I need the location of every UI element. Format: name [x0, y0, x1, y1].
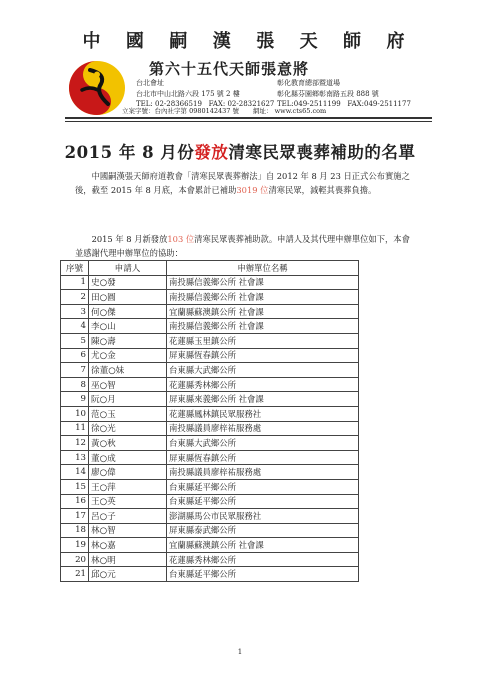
table-row — [61, 319, 359, 334]
agency-name: 宜蘭縣蘇澳鎮公所 社會課 — [167, 304, 359, 319]
org-title-char: 府 — [386, 31, 406, 52]
table-row — [61, 436, 359, 451]
row-index: 10 — [61, 406, 89, 421]
agency-name: 南投縣信義鄉公所 社會課 — [167, 319, 359, 334]
row-index: 12 — [61, 436, 89, 451]
recipients-table — [60, 260, 359, 582]
table-row — [61, 275, 359, 290]
header-agency: 申辦單位名稱 — [167, 261, 359, 276]
table-row — [61, 479, 359, 494]
taipei-office-block — [136, 78, 296, 110]
table-row — [61, 363, 359, 378]
agency-name: 宜蘭縣蘇澳鎮公所 社會課 — [167, 538, 359, 553]
row-index: 17 — [61, 509, 89, 524]
table-row — [61, 290, 359, 305]
para1-text-2: 清寒民眾，減輕其喪葬負擔。 — [268, 185, 377, 195]
monthly-paragraph — [75, 232, 415, 260]
applicant-name: 陳○壽 — [89, 333, 167, 348]
business-id: 立案字號：台內社字第 0980142437 號 — [122, 107, 239, 115]
row-index: 13 — [61, 450, 89, 465]
agency-name: 花蓮縣秀林鄉公所 — [167, 377, 359, 392]
agency-name: 台東縣大武鄉公所 — [167, 436, 359, 451]
applicant-name: 林○嘉 — [89, 538, 167, 553]
row-index: 4 — [61, 319, 89, 334]
applicant-name: 阮○月 — [89, 392, 167, 407]
applicant-name: 邱○元 — [89, 567, 167, 582]
row-index: 11 — [61, 421, 89, 436]
table-row — [61, 509, 359, 524]
applicant-name: 黃○秋 — [89, 436, 167, 451]
table-row — [61, 348, 359, 363]
applicant-name: 巫○智 — [89, 377, 167, 392]
applicant-name: 王○萍 — [89, 479, 167, 494]
applicant-name: 呂○子 — [89, 509, 167, 524]
monthly-count: 103 位 — [167, 234, 195, 244]
org-title-char: 嗣 — [169, 31, 189, 52]
row-index: 1 — [61, 275, 89, 290]
agency-name: 南投縣議員廖梓祐服務處 — [167, 465, 359, 480]
table-row — [61, 567, 359, 582]
changhua-office-address: 彰化縣芬園鄉彰南路五段 888 號 — [277, 89, 379, 98]
row-index: 7 — [61, 363, 89, 378]
agency-name: 花蓮縣玉里鎮公所 — [167, 333, 359, 348]
header-divider-thick — [65, 117, 432, 119]
row-index: 16 — [61, 494, 89, 509]
row-index: 14 — [61, 465, 89, 480]
row-index: 18 — [61, 523, 89, 538]
org-title-char: 張 — [256, 31, 276, 52]
header-applicant: 申請人 — [89, 261, 167, 276]
agency-name: 台東縣延平鄉公所 — [167, 479, 359, 494]
document-title — [0, 139, 480, 163]
para1-text-1: 中國嗣漢張天師府道教會「清寒民眾喪葬辦法」自 2012 年 8 月 23 日正式公布實施之後，截至 2015 年 8 月底，本會累計已補助 — [75, 171, 410, 195]
agency-name: 南投縣信義鄉公所 社會課 — [167, 275, 359, 290]
row-index: 2 — [61, 290, 89, 305]
row-index: 19 — [61, 538, 89, 553]
table-row — [61, 465, 359, 480]
website-link[interactable]: 網址： www.cts65.com — [253, 107, 327, 115]
agency-name: 花蓮縣秀林鄉公所 — [167, 552, 359, 567]
applicant-name: 徐○光 — [89, 421, 167, 436]
title-highlight: 發放 — [194, 143, 229, 162]
table-row — [61, 450, 359, 465]
row-index: 5 — [61, 333, 89, 348]
applicant-name: 何○傑 — [89, 304, 167, 319]
changhua-office-block — [277, 78, 457, 110]
applicant-name: 徐董○妹 — [89, 363, 167, 378]
row-index: 9 — [61, 392, 89, 407]
cumulative-count: 3019 位 — [236, 185, 269, 195]
para2-text-2: 清寒民眾喪葬補助款。申請人及其代理申辦單位如下，本會並感謝代理申辦單位的協助： — [75, 234, 410, 258]
applicant-name: 董○成 — [89, 450, 167, 465]
agency-name: 屏東縣泰武鄉公所 — [167, 523, 359, 538]
org-title-char: 國 — [125, 31, 145, 52]
table-row — [61, 392, 359, 407]
applicant-name: 尤○金 — [89, 348, 167, 363]
org-title-char: 漢 — [212, 31, 232, 52]
applicant-name: 范○玉 — [89, 406, 167, 421]
row-index: 6 — [61, 348, 89, 363]
taipei-office-address: 台北市中山北路六段 175 號 2 樓 — [136, 89, 240, 98]
table-row — [61, 333, 359, 348]
changhua-office-label: 彰化教育總部暨道場 — [277, 79, 340, 87]
table-row — [61, 552, 359, 567]
table-header-row — [61, 261, 359, 276]
table-row — [61, 538, 359, 553]
org-title-char: 天 — [299, 31, 319, 52]
registration-line — [122, 106, 326, 115]
applicant-name: 林○明 — [89, 552, 167, 567]
header-divider-thin — [65, 121, 432, 122]
row-index: 3 — [61, 304, 89, 319]
applicant-name: 廖○偉 — [89, 465, 167, 480]
table-row — [61, 421, 359, 436]
agency-name: 台東縣延平鄉公所 — [167, 494, 359, 509]
applicant-name: 李○山 — [89, 319, 167, 334]
org-title-char: 中 — [82, 31, 102, 52]
page-number: 1 — [237, 648, 243, 656]
letterhead-subtitle: 第六十五代天師張意將 — [149, 60, 310, 78]
changhua-phone: TEL:049-2511199 — [277, 100, 341, 108]
table-row — [61, 304, 359, 319]
agency-name: 屏東縣來義鄉公所 社會課 — [167, 392, 359, 407]
row-index: 21 — [61, 567, 89, 582]
applicant-name: 王○英 — [89, 494, 167, 509]
table-row — [61, 406, 359, 421]
applicant-name: 林○智 — [89, 523, 167, 538]
agency-name: 台東縣大武鄉公所 — [167, 363, 359, 378]
agency-name: 南投縣信義鄉公所 社會課 — [167, 290, 359, 305]
agency-name: 台東縣延平鄉公所 — [167, 567, 359, 582]
table-row — [61, 494, 359, 509]
agency-name: 南投縣議員廖梓祐服務處 — [167, 421, 359, 436]
taipei-fax: FAX: 02-28321627 — [208, 100, 275, 108]
applicant-name: 田○圓 — [89, 290, 167, 305]
table-row — [61, 523, 359, 538]
agency-name: 花蓮縣鳳林鎮民眾服務社 — [167, 406, 359, 421]
org-title-char: 師 — [343, 31, 363, 52]
agency-name: 澎湖縣馬公市民眾服務社 — [167, 509, 359, 524]
intro-paragraph — [75, 169, 415, 197]
taiji-logo-icon — [68, 60, 126, 116]
row-index: 20 — [61, 552, 89, 567]
agency-name: 屏東縣恆春鎮公所 — [167, 348, 359, 363]
org-title — [0, 27, 480, 51]
taipei-phone: TEL: 02-28366519 — [136, 100, 202, 108]
applicant-name: 史○發 — [89, 275, 167, 290]
title-part-1: 2015 年 8 月份 — [64, 143, 195, 162]
agency-name: 屏東縣恆春鎮公所 — [167, 450, 359, 465]
changhua-fax: FAX:049-2511177 — [347, 100, 411, 108]
title-part-2: 清寒民眾喪葬補助的名單 — [228, 143, 416, 162]
table-row — [61, 377, 359, 392]
para2-text-1: 2015 年 8 月新發放 — [91, 234, 168, 244]
taipei-office-label: 台北會址 — [136, 79, 164, 87]
row-index: 8 — [61, 377, 89, 392]
header-index: 序號 — [61, 261, 89, 276]
row-index: 15 — [61, 479, 89, 494]
